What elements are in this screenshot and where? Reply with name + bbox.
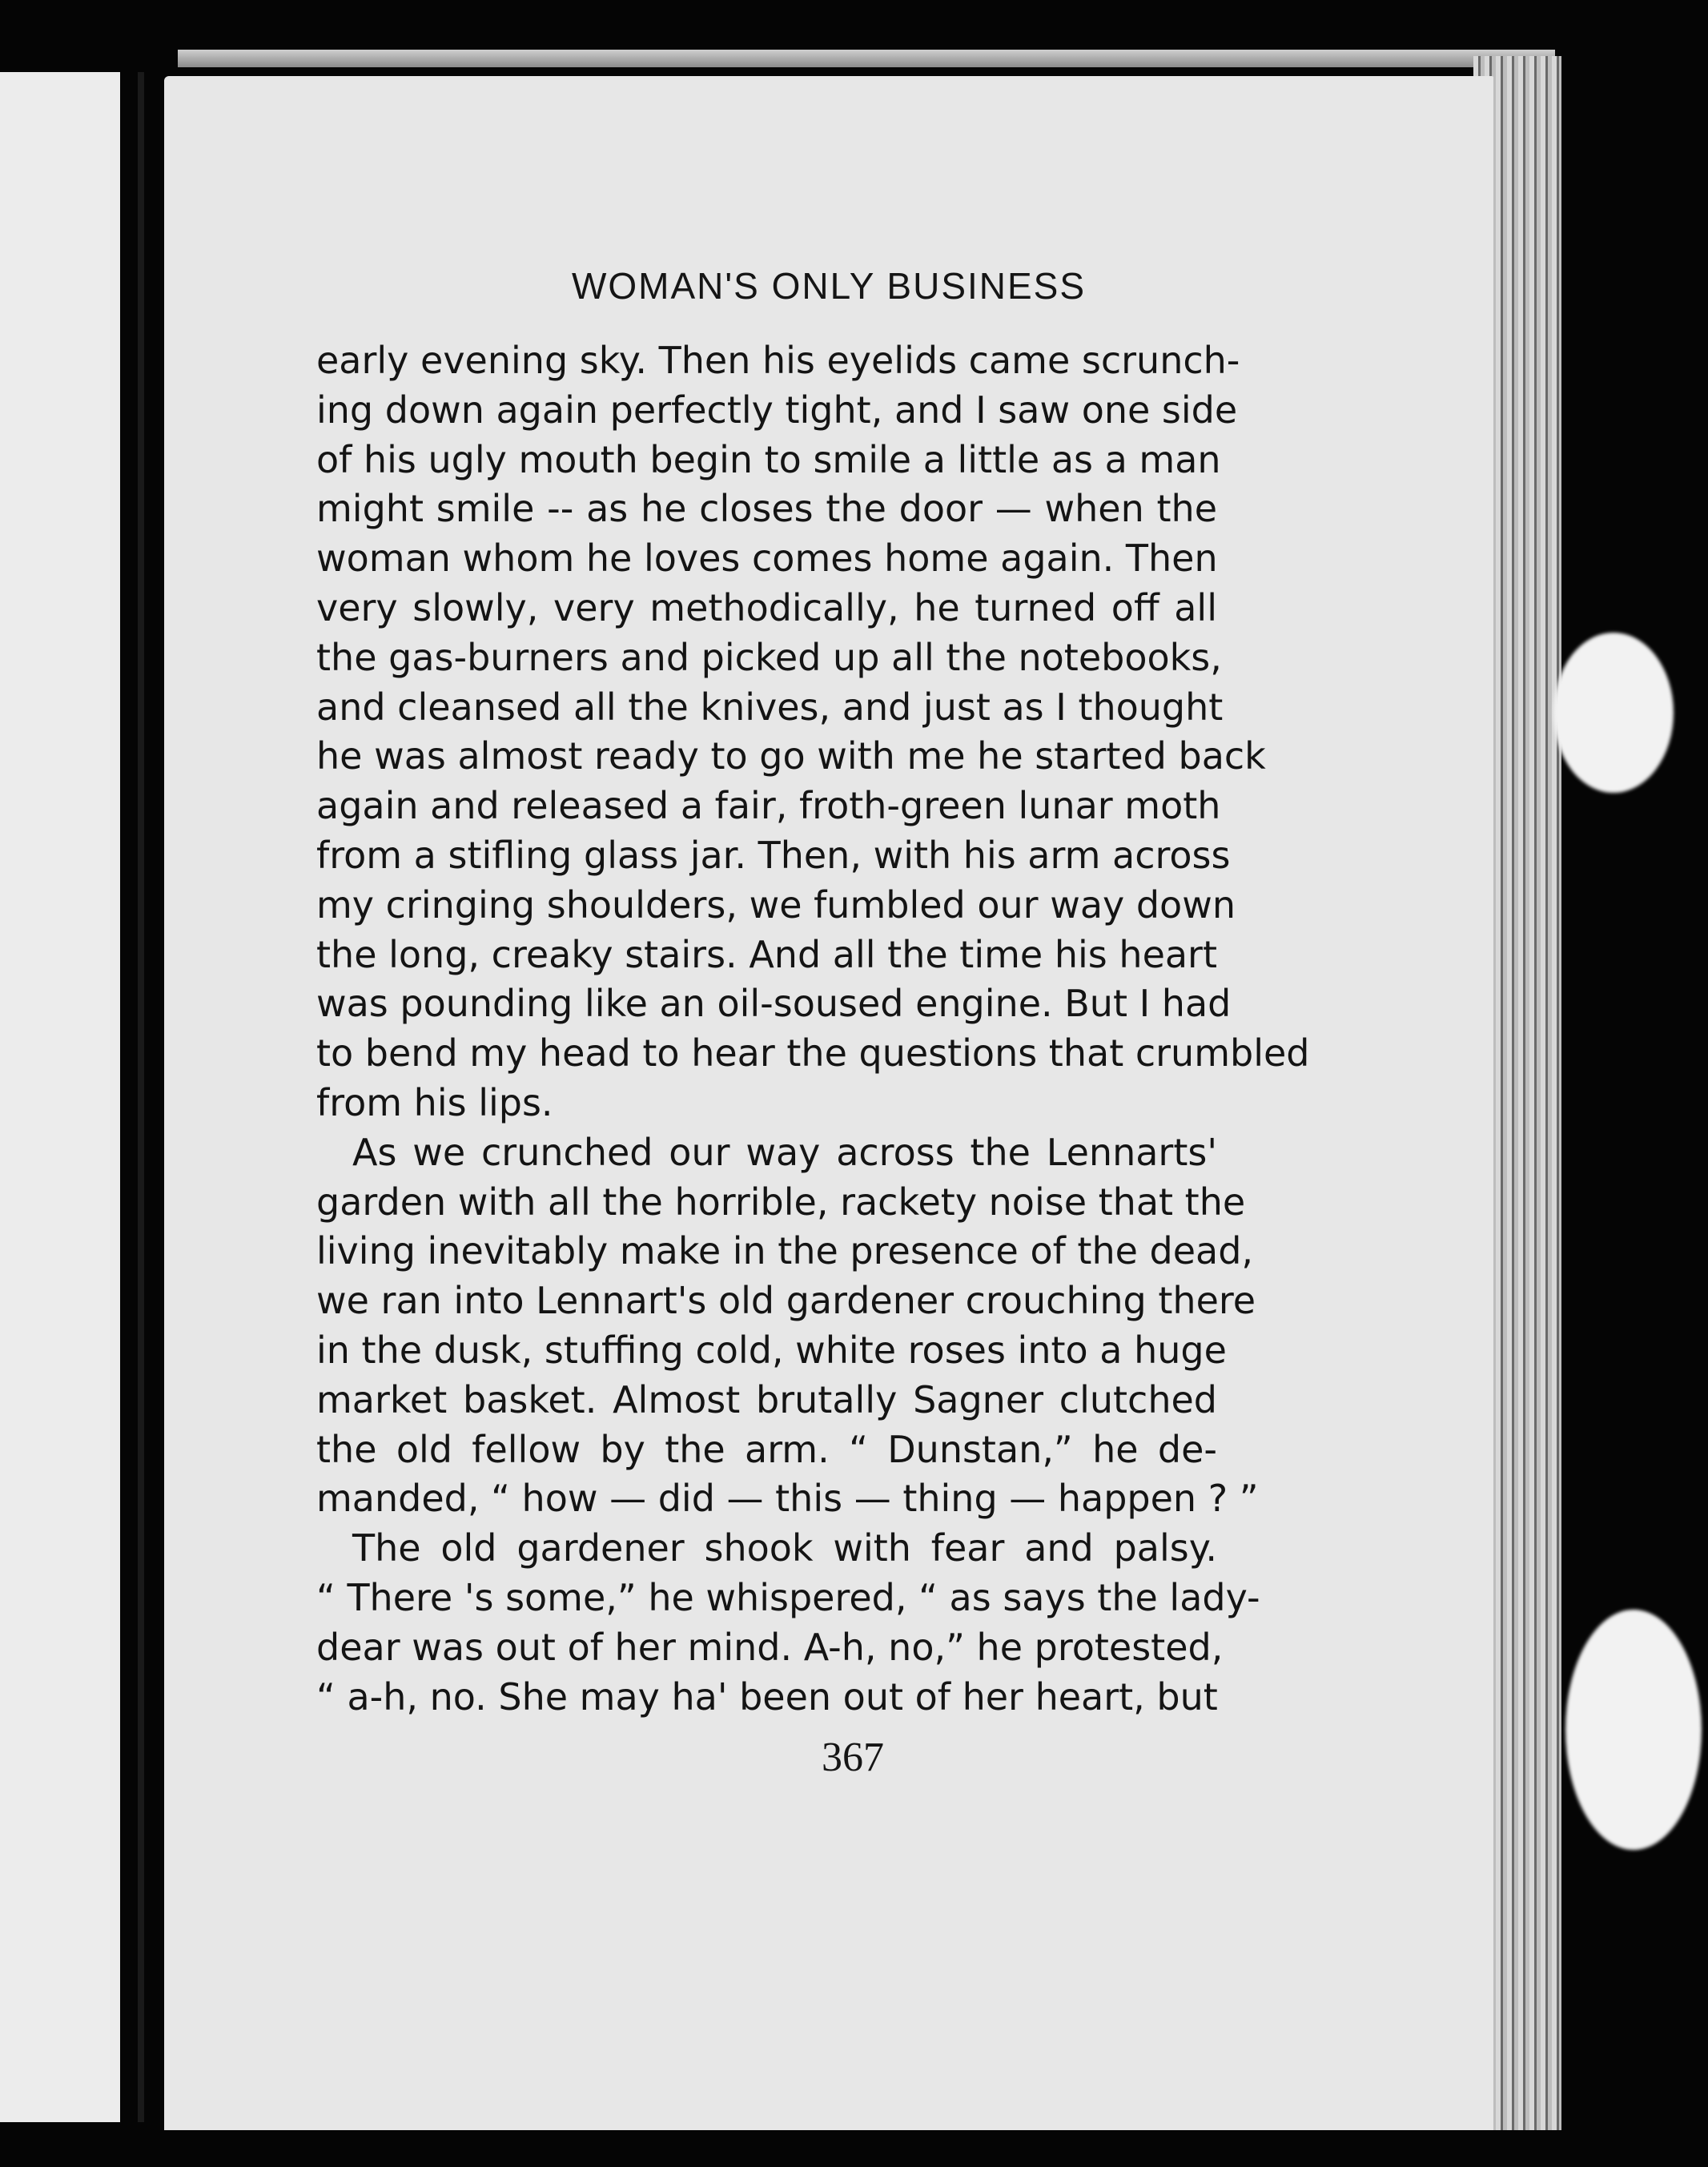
- text-line: “ There 's some,” he whispered, “ as says the lady-: [316, 1575, 1260, 1619]
- paragraph: [316, 1128, 1259, 1524]
- text-line: The old gardener shook with fear and palsy.: [352, 1526, 1217, 1570]
- text-line: living inevitably make in the presence of the dead,: [316, 1229, 1254, 1273]
- paragraph: [316, 1524, 1260, 1722]
- body-text: [316, 336, 1310, 1722]
- text-line: woman whom he loves comes home again. Then: [316, 537, 1218, 581]
- text-line: the long, creaky stairs. And all the time his heart: [316, 932, 1217, 976]
- text-line: in the dusk, stuffing cold, white roses into a huge: [316, 1328, 1227, 1372]
- text-line: manded, “ how — did — this — thing — happen ? ”: [316, 1477, 1259, 1521]
- text-line: to bend my head to hear the questions that crumbled: [316, 1031, 1310, 1075]
- page-number: 367: [822, 1735, 884, 1780]
- left-facing-page: [0, 72, 120, 2122]
- top-page-edges: [178, 50, 1555, 67]
- text-line: and cleansed all the knives, and just as I thought: [316, 685, 1224, 729]
- paper-damage: [1553, 633, 1674, 793]
- text-line: my cringing shoulders, we fumbled our way down: [316, 882, 1236, 927]
- text-line: of his ugly mouth begin to smile a little as a man: [316, 437, 1221, 481]
- text-line: might smile -- as he closes the door — when the: [316, 487, 1217, 531]
- text-line: from a stifling glass jar. Then, with his arm across: [316, 833, 1231, 877]
- text-line: early evening sky. Then his eyelids came scrunch-: [316, 339, 1240, 382]
- text-line: from his lips.: [316, 1080, 553, 1124]
- text-line: he was almost ready to go with me he started back: [316, 734, 1266, 778]
- text-line: very slowly, very methodically, he turned off all: [316, 585, 1217, 629]
- paper-damage: [1565, 1610, 1702, 1850]
- text-line: the old fellow by the arm. “ Dunstan,” he de-: [316, 1427, 1217, 1471]
- text-line: we ran into Lennart's old gardener crouching there: [316, 1279, 1256, 1323]
- text-line: As we crunched our way across the Lennarts': [352, 1130, 1217, 1174]
- running-head: WOMAN'S ONLY BUSINESS: [571, 265, 1087, 307]
- book-page: [164, 76, 1493, 2130]
- text-line: market basket. Almost brutally Sagner clutched: [316, 1377, 1217, 1421]
- text-line: the gas-burners and picked up all the notebooks,: [316, 635, 1222, 679]
- text-line: dear was out of her mind. A-h, no,” he protested,: [316, 1625, 1224, 1669]
- book-gutter: [138, 72, 144, 2122]
- text-line: ing down again perfectly tight, and I saw one side: [316, 388, 1238, 432]
- text-line: garden with all the horrible, rackety noise that the: [316, 1180, 1246, 1224]
- text-line: again and released a fair, froth-green lunar moth: [316, 784, 1221, 828]
- text-line: “ a-h, no. She may ha' been out of her heart, but: [316, 1674, 1218, 1719]
- text-line: was pounding like an oil-soused engine. But I had: [316, 982, 1232, 1026]
- paragraph: [316, 336, 1310, 1128]
